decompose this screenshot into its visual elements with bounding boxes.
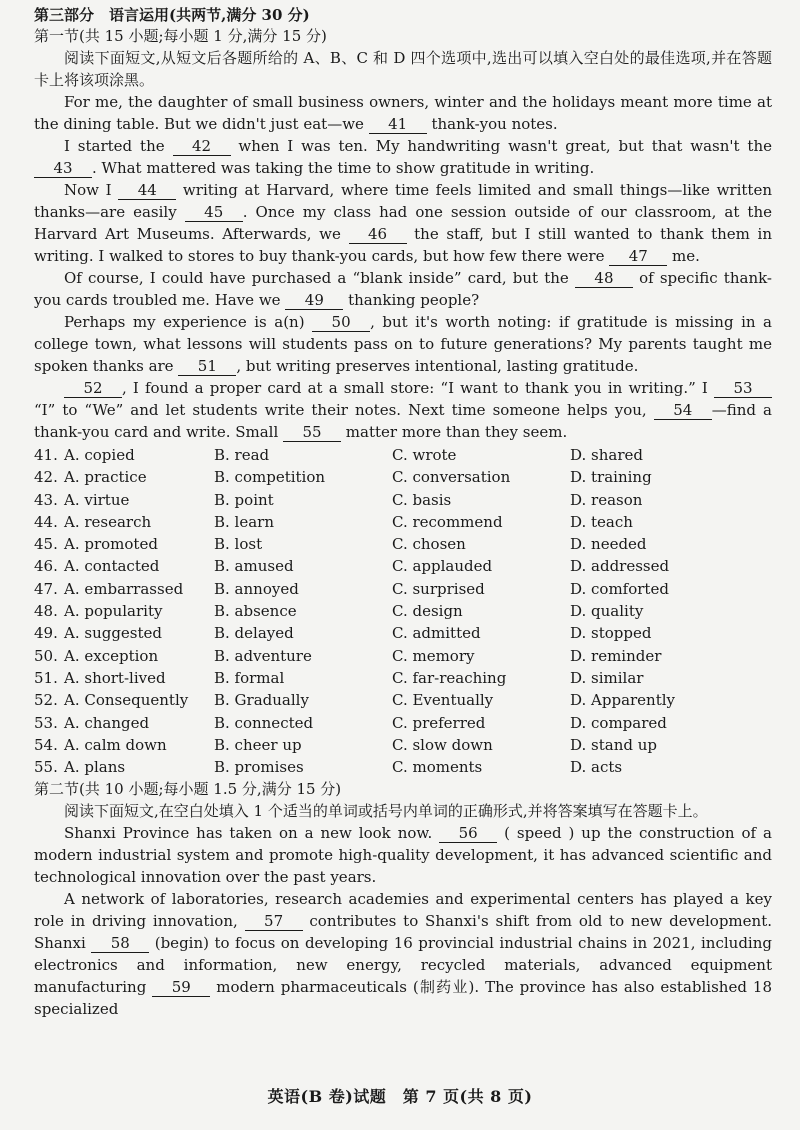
option-d: D. needed: [570, 535, 647, 554]
blank-48: 48: [575, 269, 633, 288]
option-row: [34, 712, 772, 734]
passage1-paragraph: [34, 311, 772, 377]
blank-41: 41: [369, 115, 427, 134]
option-b: B. point: [214, 490, 274, 509]
option-c: C. design: [392, 602, 463, 621]
blank-46: 46: [349, 225, 407, 244]
option-c: C. surprised: [392, 579, 485, 598]
blank-49: 49: [285, 291, 343, 310]
option-b: B. Gradually: [214, 691, 309, 710]
paragraph-text: matter more than they seem.: [341, 423, 568, 441]
option-b: B. read: [214, 446, 270, 464]
paragraph-text: the staff, but I still wanted to thank them in writing. I walked to stores to buy thank-you cards, but how few there were: [34, 225, 772, 265]
option-row: [34, 600, 772, 622]
option-d: D. addressed: [570, 557, 670, 576]
paragraph-text: . Once my class had one session outside of our classroom, at the Harvard Art Museums. Afterwards, we: [34, 203, 772, 243]
option-b: B. promises: [214, 758, 304, 777]
paragraph-text: , I found a proper card at a small store: “I want to thank you in writing.” I: [122, 379, 714, 397]
option-row: [34, 533, 772, 555]
option-a: A. short-lived: [64, 668, 166, 687]
question-number: 48.: [34, 602, 58, 621]
section1-title: 第一节(共 15 小题;每小题 1 分,满分 15 分): [34, 27, 327, 45]
paragraph-text: , but writing preserves intentional, lasting gratitude.: [236, 357, 639, 375]
passage-1: [34, 91, 772, 443]
paragraph-text: Perhaps my experience is a(n): [64, 313, 313, 331]
option-row: [34, 756, 772, 778]
question-number: 50.: [34, 646, 58, 665]
section1-instructions: 阅读下面短文,从短文后各题所给的 A、B、C 和 D 四个选项中,选出可以填入空白处的最佳选项,并在答题卡上将该项涂黑。: [34, 49, 772, 89]
paragraph-text: thanking people?: [343, 291, 480, 309]
option-a: A. calm down: [64, 735, 167, 754]
option-b: B. connected: [214, 713, 314, 732]
blank-44: 44: [118, 181, 176, 200]
paragraph-text: when I was ten. My handwriting wasn't great, but that wasn't the: [230, 137, 772, 155]
passage1-paragraph: [34, 267, 772, 311]
option-row: [34, 489, 772, 511]
question-number: 51.: [34, 668, 58, 687]
option-c: C. wrote: [392, 446, 457, 464]
option-c: C. Eventually: [392, 691, 494, 710]
question-number: 43.: [34, 490, 58, 509]
option-b: B. amused: [214, 557, 294, 576]
paragraph-text: me.: [667, 247, 700, 265]
blank-42: 42: [173, 137, 231, 156]
option-c: C. chosen: [392, 535, 466, 554]
blank-43: 43: [34, 159, 92, 178]
option-c: C. basis: [392, 490, 452, 509]
option-row: [34, 555, 772, 577]
option-a: A. research: [64, 512, 152, 531]
option-a: A. Consequently: [64, 691, 189, 710]
blank-53: 53: [714, 379, 772, 398]
question-number: 49.: [34, 624, 58, 643]
paragraph-text: Now I: [64, 181, 119, 199]
blank-50: 50: [312, 313, 370, 332]
option-d: D. stand up: [570, 735, 657, 754]
option-b: B. adventure: [214, 646, 312, 665]
options-list: [34, 444, 772, 778]
option-c: C. preferred: [392, 713, 486, 732]
question-number: 45.: [34, 535, 58, 554]
option-b: B. competition: [214, 468, 326, 487]
blank-47: 47: [609, 247, 667, 266]
blank-54: 54: [654, 401, 712, 420]
passage1-paragraph: [34, 377, 772, 443]
option-row: [34, 511, 772, 533]
question-number: 54.: [34, 735, 58, 754]
option-c: C. conversation: [392, 468, 511, 487]
option-a: A. copied: [64, 446, 135, 464]
paragraph-text: —find a thank-you card and write. Small: [34, 401, 772, 441]
option-d: D. compared: [570, 713, 667, 732]
option-a: A. plans: [64, 758, 126, 777]
option-b: B. absence: [214, 602, 297, 621]
option-c: C. applauded: [392, 557, 493, 576]
paragraph-text: ( speed ) up the construction of a modern industrial system and promote high-quality development, it has advanced scientific and technological innovation over the past years.: [34, 824, 772, 887]
option-row: [34, 667, 772, 689]
option-d: D. reason: [570, 490, 643, 509]
option-a: A. exception: [64, 646, 159, 665]
paragraph-text: I started the: [64, 137, 173, 155]
option-d: D. comforted: [570, 579, 669, 598]
passage2-paragraph: [34, 822, 772, 888]
paragraph-text: writing at Harvard, where time feels limited and small things—like written thanks—are easily: [34, 181, 772, 221]
option-c: C. slow down: [392, 735, 493, 754]
option-d: D. reminder: [570, 646, 662, 665]
option-d: D. training: [570, 468, 652, 487]
passage2-paragraph: [34, 888, 772, 1020]
section2-title: 第二节(共 10 小题;每小题 1.5 分,满分 15 分): [34, 780, 342, 799]
paragraph-text: . What mattered was taking the time to show gratitude in writing.: [92, 159, 595, 177]
section2-instructions: 阅读下面短文,在空白处填入 1 个适当的单词或括号内单词的正确形式,并将答案填写在答题卡上。: [64, 802, 708, 821]
option-c: C. moments: [392, 758, 483, 777]
option-b: B. delayed: [214, 624, 294, 643]
page-footer: 英语(B 卷)试题 第 7 页(共 8 页): [267, 1087, 533, 1106]
part3-heading: 第三部分 语言运用(共两节,满分 30 分): [34, 6, 310, 24]
option-d: D. teach: [570, 512, 633, 531]
option-a: A. popularity: [64, 602, 163, 621]
paragraph-text: Of course, I could have purchased a “blank inside” card, but the: [64, 269, 575, 287]
option-row: [34, 734, 772, 756]
option-row: [34, 645, 772, 667]
blank-51: 51: [178, 357, 236, 376]
question-number: 44.: [34, 512, 58, 531]
paragraph-text: , but it's worth noting: if gratitude is missing in a college town, what lessons will students pass on to future generations? My parents taught me spoken thanks are: [34, 313, 772, 375]
paragraph-text: contributes to Shanxi's shift from old to new development. Shanxi: [34, 912, 772, 953]
option-a: A. virtue: [64, 490, 130, 509]
question-number: 41.: [34, 446, 58, 464]
option-a: A. changed: [64, 713, 150, 732]
paragraph-text: modern pharmaceuticals (制药业). The province has also established 18 specialized: [34, 978, 772, 1019]
question-number: 55.: [34, 758, 58, 777]
question-number: 47.: [34, 579, 58, 598]
option-c: C. far-reaching: [392, 668, 507, 687]
option-a: A. contacted: [64, 557, 160, 576]
blank-57: 57: [245, 912, 303, 931]
passage1-paragraph: [34, 179, 772, 267]
option-b: B. lost: [214, 535, 263, 554]
option-row: [34, 578, 772, 600]
paragraph-text: (begin) to focus on developing 16 provincial industrial chains in 2021, including electronics and information, new energy, recycled materials, advanced equipment manufacturing: [34, 934, 772, 997]
option-row: [34, 689, 772, 711]
option-d: D. stopped: [570, 624, 652, 643]
option-row: [34, 622, 772, 644]
option-c: C. admitted: [392, 624, 481, 643]
passage-2: [34, 822, 772, 1020]
option-d: D. acts: [570, 758, 623, 777]
blank-58: 58: [91, 934, 149, 953]
option-a: A. practice: [64, 468, 147, 487]
option-a: A. suggested: [64, 624, 163, 643]
paragraph-text: thank-you notes.: [426, 115, 558, 133]
question-number: 53.: [34, 713, 58, 732]
paragraph-text: For me, the daughter of small business owners, winter and the holidays meant more time at the dining table. But we didn't just eat—we: [34, 93, 772, 133]
option-c: C. recommend: [392, 512, 503, 531]
blank-56: 56: [439, 824, 497, 843]
question-number: 46.: [34, 557, 58, 576]
option-b: B. learn: [214, 512, 275, 531]
option-d: D. quality: [570, 602, 644, 621]
option-b: B. formal: [214, 668, 285, 687]
question-number: 42.: [34, 468, 58, 487]
question-number: 52.: [34, 691, 58, 710]
option-b: B. annoyed: [214, 579, 299, 598]
option-b: B. cheer up: [214, 735, 302, 754]
blank-45: 45: [185, 203, 243, 222]
blank-59: 59: [152, 978, 210, 997]
blank-55: 55: [283, 423, 341, 442]
blank-52: 52: [64, 379, 122, 398]
option-row: [34, 466, 772, 488]
paragraph-text: A network of laboratories, research academies and experimental centers has played a key role in driving innovation,: [34, 890, 772, 931]
option-d: D. shared: [570, 446, 643, 464]
option-row: [34, 444, 772, 466]
passage1-paragraph: [34, 135, 772, 179]
option-a: A. promoted: [64, 535, 158, 554]
paragraph-text: of specific thank-you cards troubled me. Have we: [34, 269, 772, 309]
option-d: D. Apparently: [570, 691, 676, 710]
option-a: A. embarrassed: [64, 579, 184, 598]
paragraph-text: “I” to “We” and let students write their notes. Next time someone helps you,: [34, 401, 654, 419]
option-d: D. similar: [570, 668, 644, 687]
option-c: C. memory: [392, 646, 475, 665]
paragraph-text: Shanxi Province has taken on a new look now.: [64, 824, 440, 843]
passage1-paragraph: [34, 91, 772, 135]
